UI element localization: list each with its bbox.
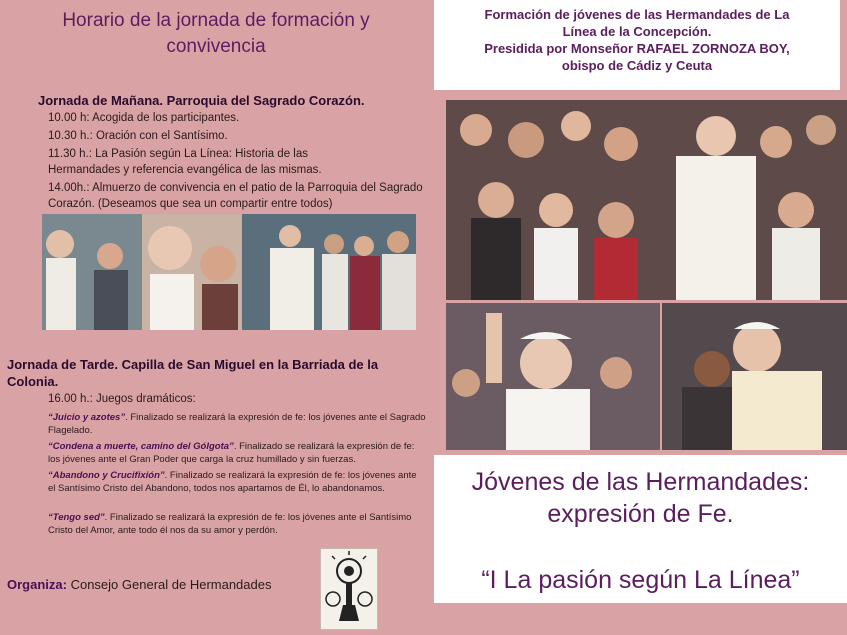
- game-text: . Finalizado se realizará la expresión de fe: los jóvenes ante el Sagrado Flagelado.: [48, 412, 426, 436]
- schedule-title: [0, 8, 432, 60]
- group-photo: [446, 100, 847, 300]
- game-text: . Finalizado se realizará la expresión de fe: los jóvenes ante el Gran Poder que carga la cruz humillado y sin fuerzas.: [48, 441, 415, 465]
- header-line: Presidida por Monseñor RAFAEL ZORNOZA BOY,: [484, 41, 790, 56]
- afternoon-heading: Jornada de Tarde. Capilla de San Miguel en la Barriada de la Colonia.: [7, 357, 379, 389]
- afternoon-time: 16.00 h.: Juegos dramáticos:: [48, 393, 196, 405]
- organizer-name: Consejo General de Hermandades: [66, 577, 272, 592]
- game-title: “Juicio y azotes”: [48, 412, 126, 423]
- schedule-title-line2: convivencia: [166, 36, 266, 57]
- main-title-line1: Jóvenes de las Hermandades:: [471, 468, 810, 496]
- right-panel: [432, 0, 847, 635]
- pope-embrace-image: [662, 303, 847, 450]
- header-line: obispo de Cádiz y Ceuta: [561, 58, 713, 73]
- header-text: [434, 6, 840, 74]
- game-title: “Abandono y Crucifixión”: [48, 470, 165, 481]
- morning-item: 10.00 h: Acogida de los participantes.: [48, 112, 240, 124]
- game-item: [48, 469, 426, 495]
- crowd-photo: [446, 100, 847, 300]
- game-item: [48, 440, 426, 466]
- photo-collage: [42, 214, 416, 330]
- morning-item: 11.30 h.: La Pasión según La Línea: Historia de las Hermandades y referencia evangélica de las mismas.: [48, 148, 322, 176]
- morning-heading: Jornada de Mañana. Parroquia del Sagrado Corazón.: [38, 93, 365, 108]
- game-title: “Tengo sed”: [48, 512, 105, 523]
- morning-item: 14.00h.: Almuerzo de convivencia en el patio de la Parroquia del Sagrado Corazón. (Deseamos que sea un compartir entre todos): [48, 182, 423, 210]
- morning-item: 10.30 h.: Oración con el Santísimo.: [48, 130, 228, 142]
- main-title-box: [434, 455, 847, 603]
- pope-embrace-photo: [662, 303, 847, 450]
- main-subtitle: “I La pasión según La Línea”: [481, 566, 800, 594]
- game-item: [48, 411, 426, 437]
- main-title-line2: expresión de Fe.: [547, 500, 734, 528]
- header-box: [434, 0, 840, 90]
- game-title: “Condena a muerte, camino del Gólgota”: [48, 441, 234, 452]
- game-text: . Finalizado se realizará la expresión de fe: los jóvenes ante el Santísimo Cristo del Amor, ante todo él nos da su amor y perdón.: [48, 512, 412, 536]
- game-item: [48, 511, 426, 537]
- organizer-line: [7, 577, 271, 592]
- schedule-title-line1: Horario de la jornada de formación y: [62, 10, 370, 31]
- header-line: Línea de la Concepción.: [562, 24, 712, 39]
- pope-waving-photo: [446, 303, 660, 450]
- pope-waving-image: [446, 303, 660, 450]
- morning-photo-strip: [42, 214, 416, 330]
- game-text: . Finalizado se realizará la expresión de fe: los jóvenes ante el Santísimo Cristo del Abandono, todos nos apartamos de Él, lo abandonamos.: [48, 470, 417, 494]
- organizer-label: Organiza:: [7, 577, 67, 592]
- council-logo: [320, 548, 378, 630]
- monstrance-emblem-icon: [321, 549, 377, 629]
- header-line: Formación de jóvenes de las Hermandades de La: [484, 7, 790, 22]
